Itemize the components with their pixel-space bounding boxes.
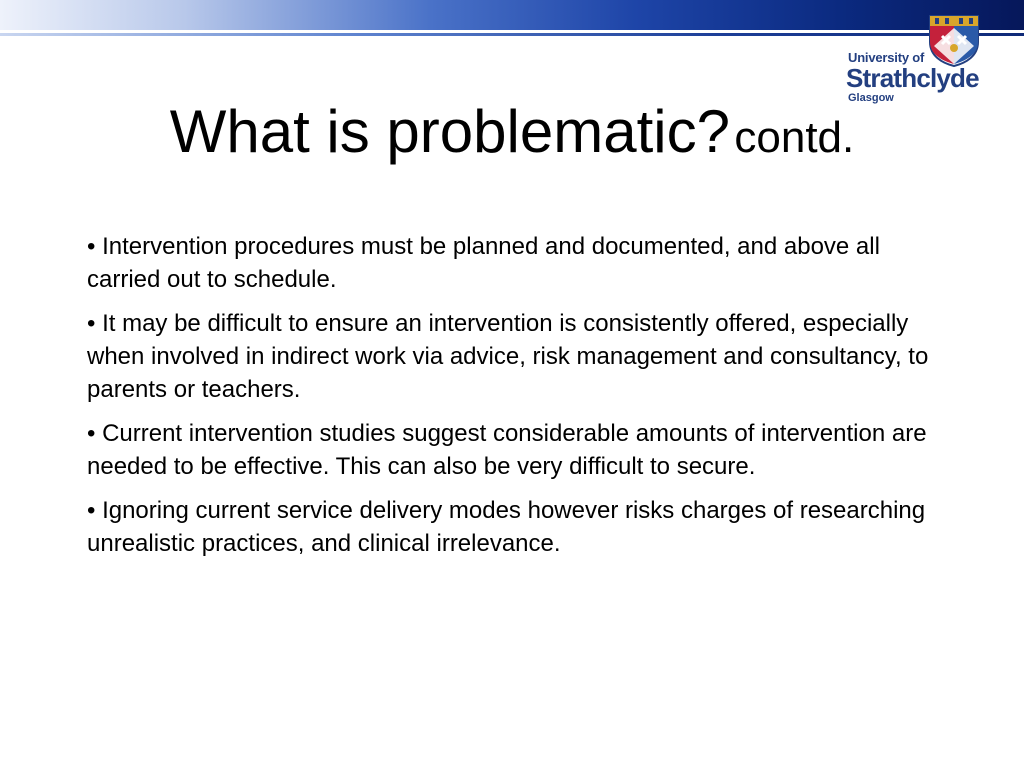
- bullet-item: • Ignoring current service delivery modes however risks charges of researching unrealistic practices, and clinical irrelevance.: [87, 497, 926, 557]
- bullet-item: • It may be difficult to ensure an intervention is consistently offered, especially when involved in indirect work via advice, risk management and consultancy, to parents or teachers.: [87, 310, 929, 403]
- slide-title-main: What is problematic?: [169, 98, 730, 165]
- logo-strathclyde: Strathclyde: [846, 63, 979, 93]
- crest-icon: [926, 12, 982, 68]
- logo-university-of: University of: [848, 50, 925, 65]
- slide-title: [0, 97, 1024, 166]
- bullet-item: • Current intervention studies suggest considerable amounts of intervention are needed to be effective. This can also be very difficult to secure.: [87, 420, 927, 480]
- logo-glasgow: Glasgow: [848, 92, 894, 104]
- bullet-list: [87, 230, 947, 571]
- bullet-item: • Intervention procedures must be planned and documented, and above all carried out to schedule.: [87, 233, 880, 293]
- university-logo: [838, 8, 988, 108]
- slide-title-suffix: contd.: [734, 113, 855, 162]
